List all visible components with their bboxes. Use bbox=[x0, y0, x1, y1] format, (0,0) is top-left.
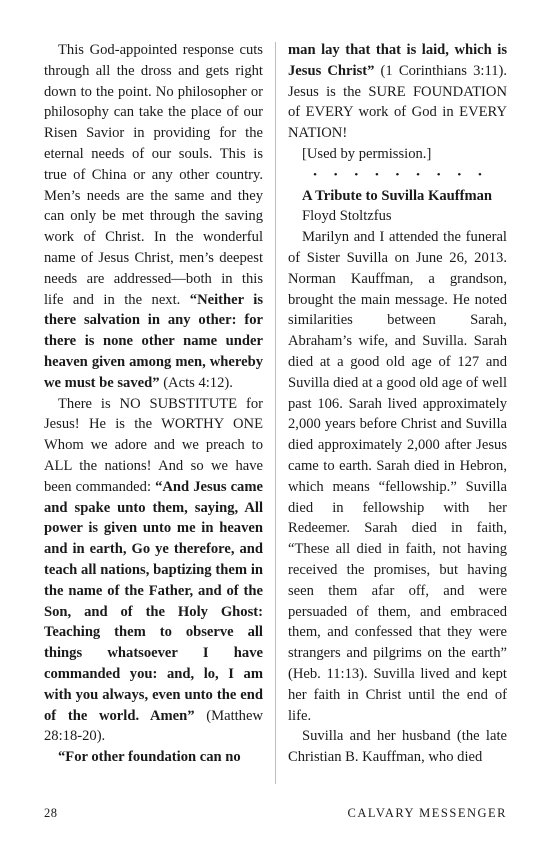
paragraph bbox=[44, 40, 263, 394]
scripture-quote: “And Jesus came and spake unto them, saying, All power is given unto me in heaven and in earth, Go ye therefore, and teach all nations, baptizing them in the name of the Father, and of the Son, and of the Holy Ghost: Teaching them to observe all things whatsoever I have commanded you: and, lo, I am with you always, even unto the end of the world. Amen” bbox=[44, 478, 263, 724]
article-byline: Floyd Stoltzfus bbox=[302, 208, 392, 225]
paragraph: Suvilla and her husband (the late Christian B. Kauffman, who died bbox=[288, 728, 507, 766]
page-number: 28 bbox=[44, 806, 58, 820]
article-heading: A Tribute to Suvilla Kauffman bbox=[302, 187, 493, 204]
section-separator: • • • • • • • • • bbox=[313, 168, 489, 181]
scripture-quote: “For other foundation can no bbox=[58, 749, 241, 766]
paragraph bbox=[44, 394, 263, 748]
paragraph-text: (1 Corinthians 3:11). Jesus is the SURE FOUNDATION of EVERY work of God in EVERY NATION! bbox=[288, 62, 508, 142]
scripture-quote: “Neither is there salvation in any other: for there is none other name under heaven given among men, whereby we must be saved” bbox=[44, 291, 263, 391]
paragraph: Marilyn and I attended the funeral of Sister Suvilla on June 26, 2013. Norman Kauffman, a grandson, brought the main message. He noted similarities between Sarah, Abraham’s wife, and Suvilla. Sarah died at a good old age of 127 and Suvilla died at a good old age of well past 106. Sarah lived approximately 2,000 years before Christ and Suvilla died approximately 2,000 after Jesus came to earth. Sarah died in Hebron, which means “fellowship.” Suvilla died in fellowship with her Redeemer. Sarah died in faith, “These all died in faith, not having received the promises, but having seen them afar off, and were persuaded of them, and embraced them, and confessed that they were strangers and pilgrims on the earth” (Heb. 11:13). Suvilla lived and kept her faith in Christ until the end of life. bbox=[288, 229, 507, 724]
left-column bbox=[44, 40, 263, 768]
paragraph-text: This God-appointed response cuts through all the dross and gets right down to the point. No philosopher or philosophy can take the place of our Risen Savior in providing for the eternal needs of our souls. This is true of China or any other country. Men’s needs are the same and they can only be met through the saving work of Christ. In the wonderful name of Jesus Christ, men’s deepest needs are addressed—both in this life and in the next. bbox=[44, 42, 263, 308]
scripture-quote: man lay that that is laid, which is Jesus Christ” bbox=[288, 42, 507, 79]
scripture-reference: (Matthew 28:18-20). bbox=[44, 707, 263, 745]
paragraph bbox=[288, 40, 507, 144]
scripture-reference: (Acts 4:12). bbox=[159, 374, 233, 391]
paragraph-text: There is NO SUBSTITUTE for Jesus! He is the WORTHY ONE Whom we adore and we preach to ALL the nations! And so we have been commanded: bbox=[44, 395, 263, 495]
column-divider bbox=[275, 42, 276, 784]
permission-note: [Used by permission.] bbox=[302, 145, 432, 162]
magazine-title: CALVARY MESSENGER bbox=[347, 806, 507, 820]
right-column bbox=[288, 40, 507, 768]
paragraph bbox=[44, 747, 263, 768]
